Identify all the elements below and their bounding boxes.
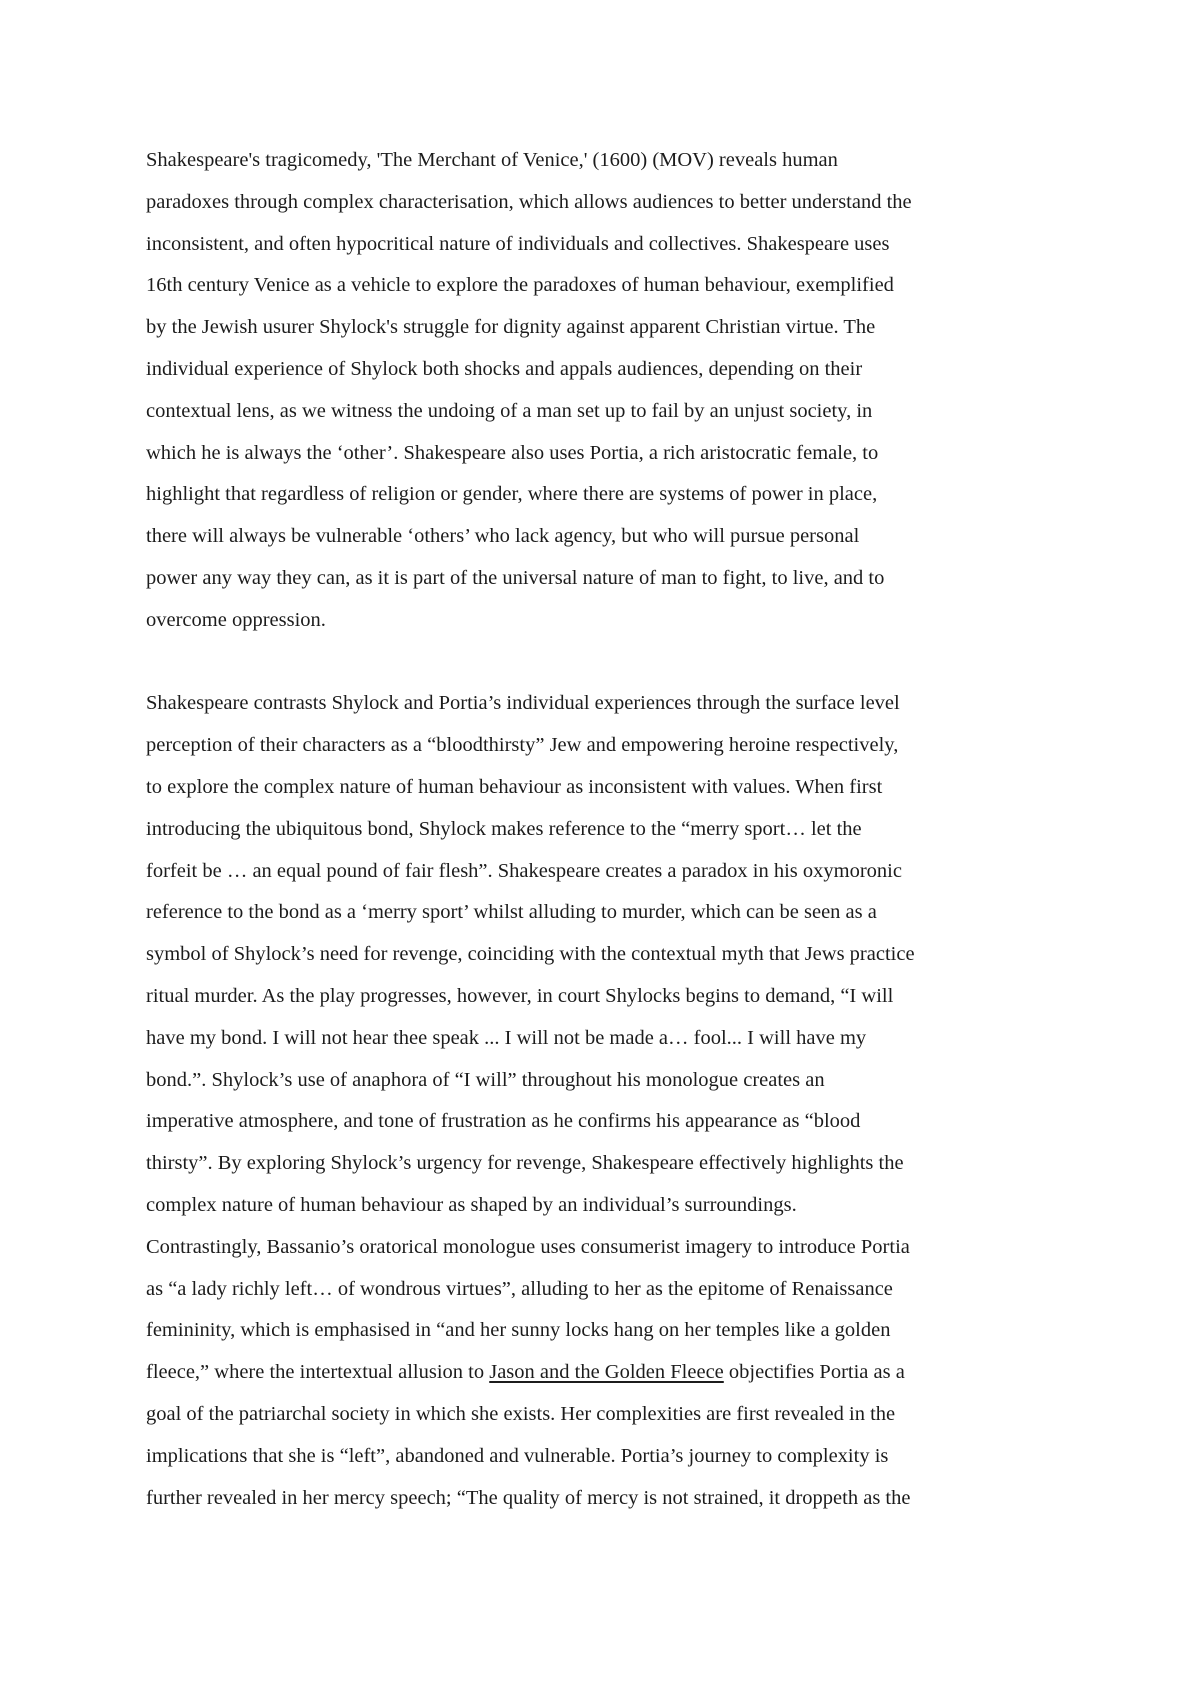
text-line: Shakespeare contrasts Shylock and Portia’s individual experiences through the surface level (146, 692, 900, 715)
text-line: individual experience of Shylock both shocks and appals audiences, depending on their (146, 357, 863, 380)
text-line: further revealed in her mercy speech; “The quality of mercy is not strained, it droppeth as the (146, 1486, 911, 1509)
text-line: introducing the ubiquitous bond, Shylock makes reference to the “merry sport… let the (146, 817, 862, 840)
text-line: forfeit be … an equal pound of fair flesh”. Shakespeare creates a paradox in his oxymoronic (146, 859, 902, 882)
text-line: have my bond. I will not hear thee speak ... I will not be made a… fool... I will have my (146, 1026, 867, 1049)
text-line: bond.”. Shylock’s use of anaphora of “I will” throughout his monologue creates an (146, 1068, 825, 1091)
text-line: power any way they can, as it is part of the universal nature of man to fight, to live, and to (146, 566, 885, 589)
paragraph-body (146, 683, 1076, 1519)
text-line (146, 1352, 1076, 1394)
text-line: Contrastingly, Bassanio’s oratorical monologue uses consumerist imagery to introduce Portia (146, 1235, 910, 1258)
text-line: perception of their characters as a “bloodthirsty” Jew and empowering heroine respectively, (146, 734, 899, 757)
text-line: symbol of Shylock’s need for revenge, coinciding with the contextual myth that Jews practice (146, 943, 915, 966)
text-line: implications that she is “left”, abandoned and vulnerable. Portia’s journey to complexity is (146, 1444, 889, 1467)
text-line: reference to the bond as a ‘merry sport’ whilst alluding to murder, which can be seen as a (146, 901, 877, 924)
paragraph-intro (146, 140, 1076, 642)
text-line: thirsty”. By exploring Shylock’s urgency for revenge, Shakespeare effectively highlights the (146, 1152, 904, 1175)
text-line: paradoxes through complex characterisation, which allows audiences to better understand the (146, 190, 912, 213)
text-segment: objectifies Portia as a (723, 1361, 905, 1384)
text-line: complex nature of human behaviour as shaped by an individual’s surroundings. (146, 1193, 797, 1216)
underlined-title: Jason and the Golden Fleece (489, 1361, 724, 1384)
text-line: highlight that regardless of religion or gender, where there are systems of power in place, (146, 483, 878, 506)
text-line: inconsistent, and often hypocritical nature of individuals and collectives. Shakespeare uses (146, 232, 890, 255)
text-segment: fleece,” where the intertextual allusion to (146, 1361, 490, 1384)
text-line: contextual lens, as we witness the undoing of a man set up to fail by an unjust society, in (146, 399, 873, 422)
text-line: which he is always the ‘other’. Shakespeare also uses Portia, a rich aristocratic female, to (146, 441, 879, 464)
essay-body (146, 140, 1076, 1519)
text-line: goal of the patriarchal society in which she exists. Her complexities are first revealed in the (146, 1402, 896, 1425)
text-line: femininity, which is emphasised in “and her sunny locks hang on her temples like a golden (146, 1319, 891, 1342)
paragraph-spacer (146, 642, 1076, 684)
text-line: imperative atmosphere, and tone of frustration as he confirms his appearance as “blood (146, 1110, 861, 1133)
text-line: there will always be vulnerable ‘others’ who lack agency, but who will pursue personal (146, 525, 860, 548)
text-line: by the Jewish usurer Shylock's struggle for dignity against apparent Christian virtue. The (146, 316, 876, 339)
text-line: Shakespeare's tragicomedy, 'The Merchant of Venice,' (1600) (MOV) reveals human (146, 149, 838, 171)
text-line: ritual murder. As the play progresses, however, in court Shylocks begins to demand, “I will (146, 984, 894, 1007)
text-line: as “a lady richly left… of wondrous virtues”, alluding to her as the epitome of Renaissance (146, 1277, 893, 1300)
text-line: overcome oppression. (146, 608, 326, 631)
text-line: to explore the complex nature of human behaviour as inconsistent with values. When first (146, 775, 883, 798)
text-line: 16th century Venice as a vehicle to explore the paradoxes of human behaviour, exemplified (146, 274, 894, 297)
